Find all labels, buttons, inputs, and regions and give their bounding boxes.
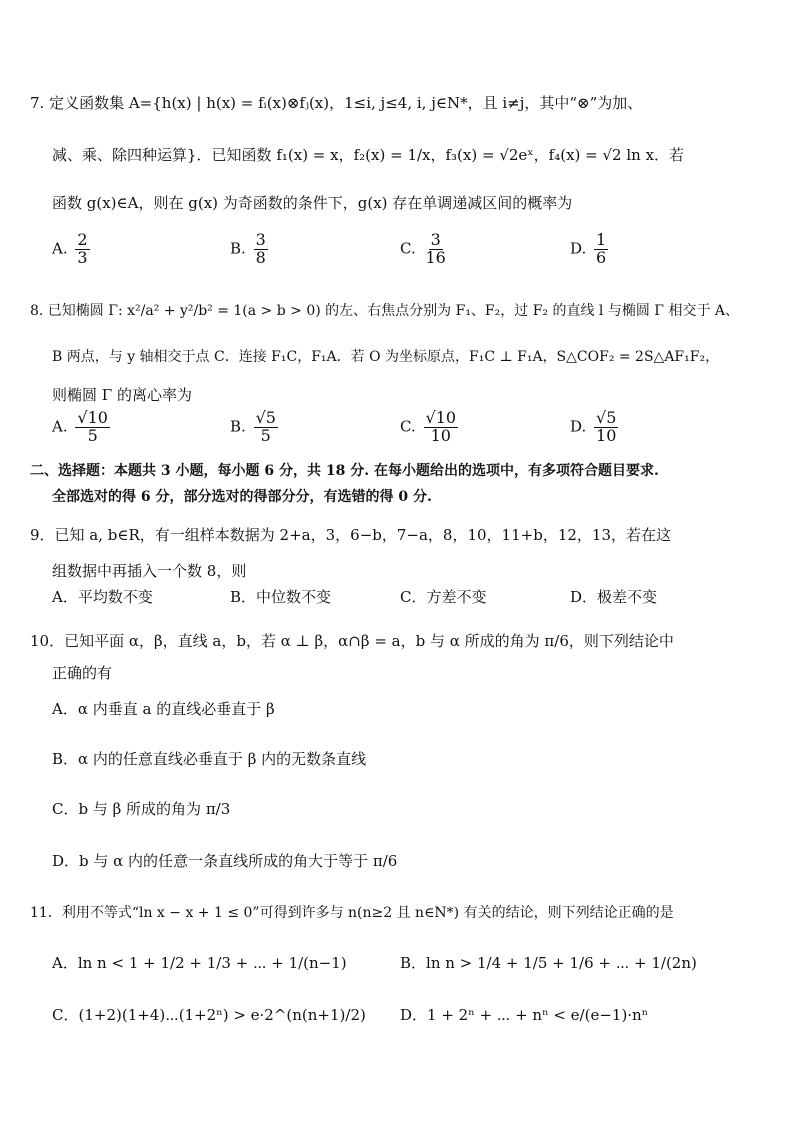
q10-option-a[interactable]: A．α 内垂直 a 的直线必垂直于 β	[52, 700, 275, 718]
q7-line2: 减、乘、除四种运算}．已知函数 f₁(x) = x，f₂(x) = 1/x，f₃(x) = √2eˣ，f₄(x) = √2 ln x．若	[52, 146, 685, 164]
q11-option-c[interactable]: C．(1+2)(1+4)⋯(1+2ⁿ) > e·2^(n(n+1)/2)	[52, 1006, 366, 1024]
q7-option-c[interactable]	[400, 232, 451, 267]
option-fraction: $\frac{√5}{10}$	[596, 408, 617, 445]
option-label: A.	[52, 417, 68, 436]
q9-option-a[interactable]: A．平均数不变	[52, 588, 153, 606]
q7-line1: 7. 定义函数集 A={h(x) | h(x) = fᵢ(x)⊗fⱼ(x)，1≤i, j≤4, i, j∈N*，且 i≠j，其中“⊗”为加、	[30, 94, 643, 112]
option-fraction: $\frac{√10}{10}$	[425, 408, 457, 445]
q9-line1: 9．已知 a, b∈R，有一组样本数据为 2+a，3，6−b，7−a，8，10，11+b，12，13，若在这	[30, 526, 671, 544]
q8-option-b[interactable]	[230, 410, 281, 445]
option-fraction: $\frac{√10}{5}$	[77, 408, 108, 445]
option-fraction: $\frac{1}{6}$	[596, 230, 607, 267]
q10-option-d[interactable]: D．b 与 α 内的任意一条直线所成的角大于等于 π/6	[52, 852, 398, 870]
q11-line1: 11．利用不等式“ln x − x + 1 ≤ 0”可得到许多与 n(n≥2 且 n∈N*) 有关的结论，则下列结论正确的是	[30, 905, 674, 921]
option-fraction: $\frac{2}{3}$	[77, 230, 88, 267]
q9-option-b[interactable]: B．中位数不变	[230, 588, 332, 606]
option-label: D.	[570, 417, 587, 436]
q9-option-d[interactable]: D．极差不变	[570, 588, 658, 606]
option-label: C.	[400, 417, 416, 436]
option-label: B.	[230, 239, 246, 258]
option-fraction: $\frac{3}{16}$	[425, 230, 446, 267]
option-fraction: $\frac{√5}{5}$	[255, 408, 276, 445]
q10-line1: 10．已知平面 α，β，直线 a，b，若 α ⊥ β，α∩β = a，b 与 α 所成的角为 π/6，则下列结论中	[30, 632, 674, 650]
q11-option-a[interactable]: A．ln n < 1 + 1/2 + 1/3 + ⋯ + 1/(n−1)	[52, 954, 347, 972]
q10-option-c[interactable]: C．b 与 β 所成的角为 π/3	[52, 800, 231, 818]
q10-line2: 正确的有	[52, 664, 113, 682]
q7-line3: 函数 g(x)∈A，则在 g(x) 为奇函数的条件下，g(x) 存在单调递减区间的概率为	[52, 194, 573, 212]
option-fraction: $\frac{3}{8}$	[255, 230, 266, 267]
option-label: D.	[570, 239, 587, 258]
q11-option-b[interactable]: B．ln n > 1/4 + 1/5 + 1/6 + ⋯ + 1/(2n)	[400, 954, 697, 972]
q7-option-a[interactable]	[52, 232, 93, 267]
option-label: B.	[230, 417, 246, 436]
q9-line2: 组数据中再插入一个数 8，则	[52, 562, 247, 580]
q8-option-a[interactable]	[52, 410, 113, 445]
q8-option-d[interactable]	[570, 410, 621, 445]
q8-line2: B 两点，与 y 轴相交于点 C．连接 F₁C，F₁A．若 O 为坐标原点，F₁C ⊥ F₁A，S△COF₂ = 2S△AF₁F₂，	[52, 349, 720, 365]
option-label: C.	[400, 239, 416, 258]
section-2-heading: 二、选择题：本题共 3 小题，每小题 6 分，共 18 分. 在每小题给出的选项中，有多项符合题目要求.	[30, 463, 659, 479]
q7-option-d[interactable]	[570, 232, 611, 267]
q9-option-c[interactable]: C．方差不变	[400, 588, 487, 606]
section-2-instructions: 全部选对的得 6 分，部分选对的得部分分，有选错的得 0 分.	[52, 489, 432, 505]
q10-option-b[interactable]: B．α 内的任意直线必垂直于 β 内的无数条直线	[52, 750, 367, 768]
q11-option-d[interactable]: D．1 + 2ⁿ + ⋯ + nⁿ < e/(e−1)·nⁿ	[400, 1006, 649, 1024]
q8-option-c[interactable]	[400, 410, 461, 445]
option-label: A.	[52, 239, 68, 258]
q8-line3: 则椭圆 Γ 的离心率为	[52, 386, 192, 404]
q7-option-b[interactable]	[230, 232, 271, 267]
q8-line1: 8. 已知椭圆 Γ: x²/a² + y²/b² = 1(a > b > 0) 的左、右焦点分别为 F₁、F₂，过 F₂ 的直线 l 与椭圆 Γ 相交于 A、	[30, 303, 740, 319]
